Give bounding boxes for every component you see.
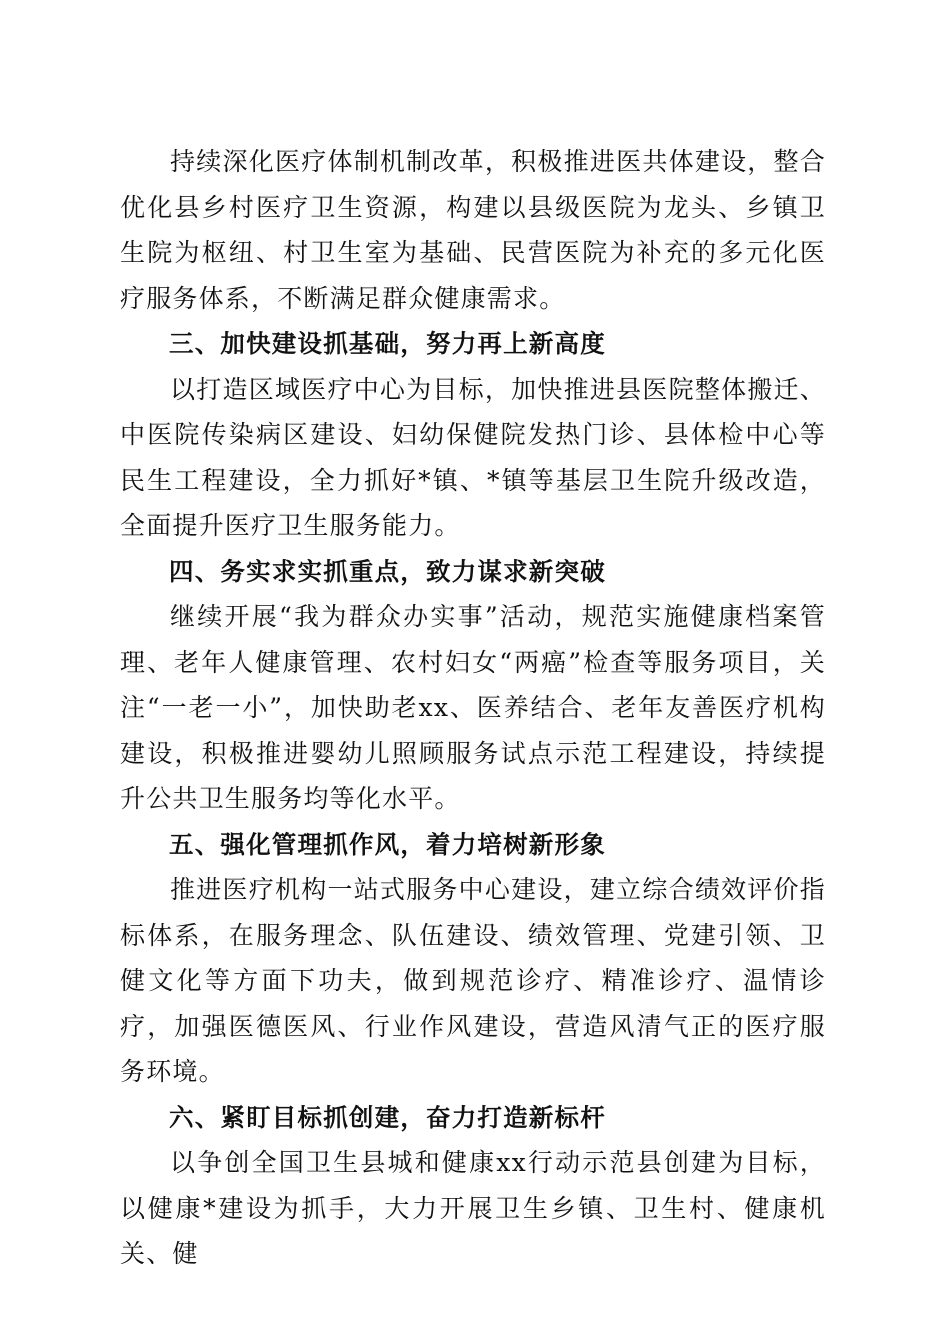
document-body: [120, 139, 826, 1277]
paragraph-construction: 以打造区域医疗中心为目标，加快推进县医院整体搬迁、中医院传染病区建设、妇幼保健院发热门诊、县体检中心等民生工程建设，全力抓好*镇、*镇等基层卫生院升级改造，全面提升医疗卫生服务能力。: [120, 374, 826, 540]
paragraph-key-points: 继续开展“我为群众办实事”活动，规范实施健康档案管理、老年人健康管理、农村妇女“两癌”检查等服务项目，关注“一老一小”，加快助老xx、医养结合、老年友善医疗机构建设，积极推进婴幼儿照顾服务试点示范工程建设，持续提升公共卫生服务均等化水平。: [120, 602, 826, 813]
paragraph-targets: 以争创全国卫生县城和健康xx行动示范县创建为目标，以健康*建设为抓手，大力开展卫生乡镇、卫生村、健康机关、健: [120, 1148, 826, 1268]
section-heading-6: 六、紧盯目标抓创建，奋力打造新标杆: [169, 1102, 606, 1132]
section-heading-4: 四、务实求实抓重点，致力谋求新突破: [169, 556, 606, 586]
section-heading-5: 五、强化管理抓作风，着力培树新形象: [169, 829, 606, 859]
paragraph-reform: 持续深化医疗体制机制改革，积极推进医共体建设，整合优化县乡村医疗卫生资源，构建以县级医院为龙头、乡镇卫生院为枢纽、村卫生室为基础、民营医院为补充的多元化医疗服务体系，不断满足群众健康需求。: [120, 147, 826, 313]
section-heading-3: 三、加快建设抓基础，努力再上新高度: [169, 329, 606, 358]
paragraph-management: 推进医疗机构一站式服务中心建设，建立综合绩效评价指标体系，在服务理念、队伍建设、绩效管理、党建引领、卫健文化等方面下功夫，做到规范诊疗、精准诊疗、温情诊疗，加强医德医风、行业作风建设，营造风清气正的医疗服务环境。: [120, 875, 826, 1086]
